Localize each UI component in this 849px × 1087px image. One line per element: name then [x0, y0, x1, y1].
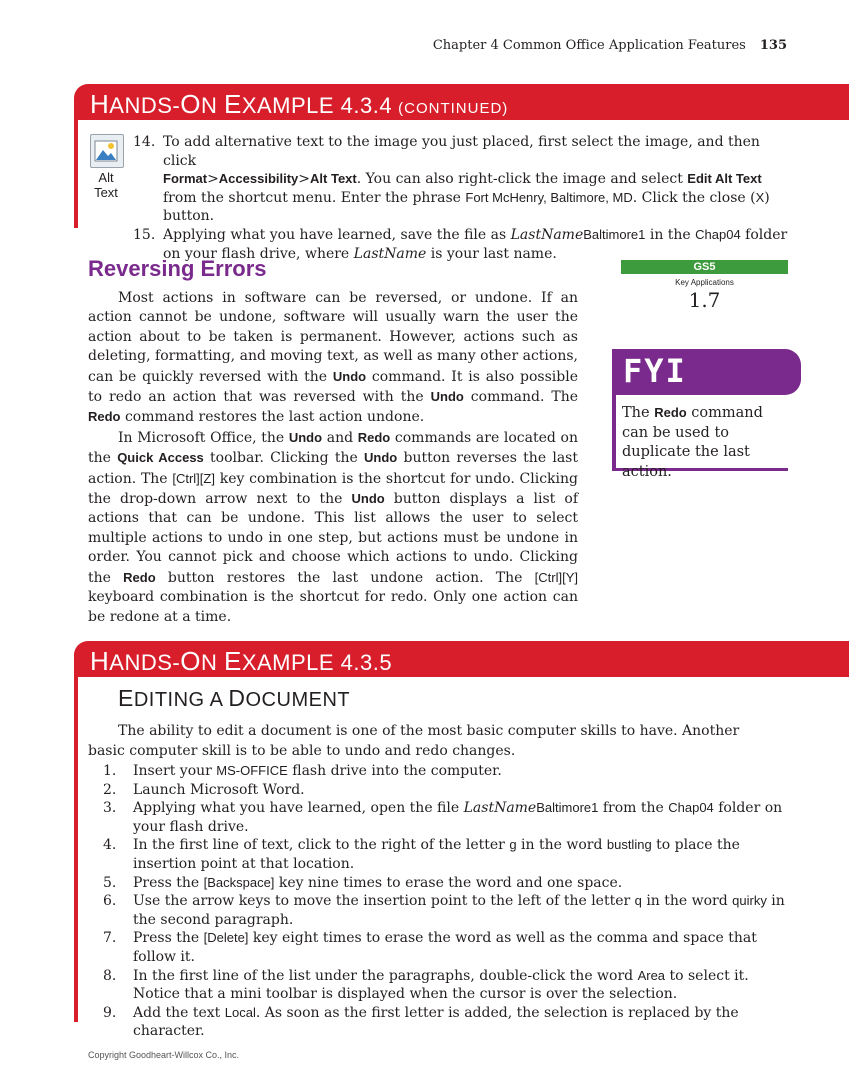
- step-1: 1. Insert your MS-OFFICE flash drive into the computer.: [103, 763, 502, 779]
- example-intro: The ability to edit a document is one of the most basic computer skills to have. Another basic computer skill is to be able to undo and redo changes.: [88, 723, 740, 759]
- gs5-badge: GS5: [621, 260, 788, 274]
- paragraph-1: Most actions in software can be reversed, or undone. If an action cannot be undone, software will usually warn the user the action about to be taken is permanent. However, actions such as deleting, formatting, and moving text, as well as many other actions, can be quickly reversed with the Undo command. It is also possible to redo an action that was reversed with the Undo command. The Redo command restores the last action undone.: [88, 290, 578, 426]
- step-14: 14. To add alternative text to the image you just placed, first select the image, and then click Format>Accessibility>Alt Text. You can also right-click the image and select Edit Alt Text from the shortcut menu. Enter the phrase Fort McHenry, Baltimore, MD. Click the close (X) button.: [133, 134, 770, 225]
- key-applications-label: Key Applications: [675, 278, 734, 287]
- running-header: [433, 38, 787, 53]
- objective-number: 1.7: [688, 288, 721, 312]
- example-side-bar-2: [74, 667, 78, 1022]
- fyi-label: FYI: [623, 352, 687, 390]
- example-subtitle: EDITING A DOCUMENT: [118, 685, 351, 711]
- step-6: 6. Use the arrow keys to move the insertion point to the left of the letter q in the word quirky in the second paragraph.: [103, 893, 785, 928]
- alt-text-icon-label: Alt Text: [94, 170, 118, 200]
- example-banner-434: [74, 84, 849, 120]
- example-title-435: HANDS-ON EXAMPLE 4.3.5: [90, 646, 393, 676]
- chapter-title: Chapter 4 Common Office Application Features: [432, 38, 746, 53]
- fyi-tab: [612, 349, 801, 395]
- example-banner-435: [74, 641, 849, 677]
- continued-label: (CONTINUED): [398, 100, 509, 117]
- step-15: 15. Applying what you have learned, save the file as LastNameBaltimore1 in the Chap04 folder on your flash drive, where LastName is your last name.: [133, 226, 788, 262]
- example-side-bar: [74, 110, 78, 228]
- step-5: 5. Press the [Backspace] key nine times to erase the word and one space.: [103, 874, 623, 891]
- example-435-steps: [103, 762, 793, 1041]
- step-9: 9. Add the text Local. As soon as the first letter is added, the selection is replaced by the character.: [103, 1004, 739, 1040]
- step-4: 4. In the first line of text, click to the right of the letter g in the word bustling to place the insertion point at that location.: [103, 837, 740, 872]
- copyright-footer: Copyright Goodheart-Willcox Co., Inc.: [88, 1050, 240, 1060]
- example-title-434: HANDS-ON EXAMPLE 4.3.4 (CONTINUED): [90, 89, 509, 119]
- step-8: 8. In the first line of the list under the paragraphs, double-click the word Area to select it. Notice that a mini toolbar is displayed when the cursor is over the selection.: [103, 967, 749, 1003]
- fyi-text: The Redo command can be used to duplicate the last action.: [622, 405, 763, 480]
- example-434-steps: [133, 133, 793, 263]
- step-3: 3. Applying what you have learned, open the file LastNameBaltimore1 from the Chap04 folder on your flash drive.: [103, 800, 783, 835]
- step-2: 2. Launch Microsoft Word.: [103, 781, 305, 798]
- section-heading: Reversing Errors: [88, 256, 267, 281]
- page-number: 135: [759, 38, 787, 53]
- alt-text-picture-icon: [90, 134, 124, 168]
- step-7: 7. Press the [Delete] key eight times to erase the word as well as the comma and space that follow it.: [103, 930, 757, 965]
- paragraph-2: In Microsoft Office, the Undo and Redo commands are located on the Quick Access toolbar. Clicking the Undo button reverses the last action. The [Ctrl][Z] key combination is the shortcut for undo. Clicking the drop-down arrow next to the Undo button displays a list of actions that can be undone. This list allows the user to select multiple actions to undo in one step, but actions must be undone in order. You cannot pick and choose which actions to undo. Clicking the Redo button restores the last undone action. The [Ctrl][Y] keyboard combination is the shortcut for redo. Only one action can be redone at a time.: [88, 429, 578, 625]
- section-body: [88, 289, 578, 627]
